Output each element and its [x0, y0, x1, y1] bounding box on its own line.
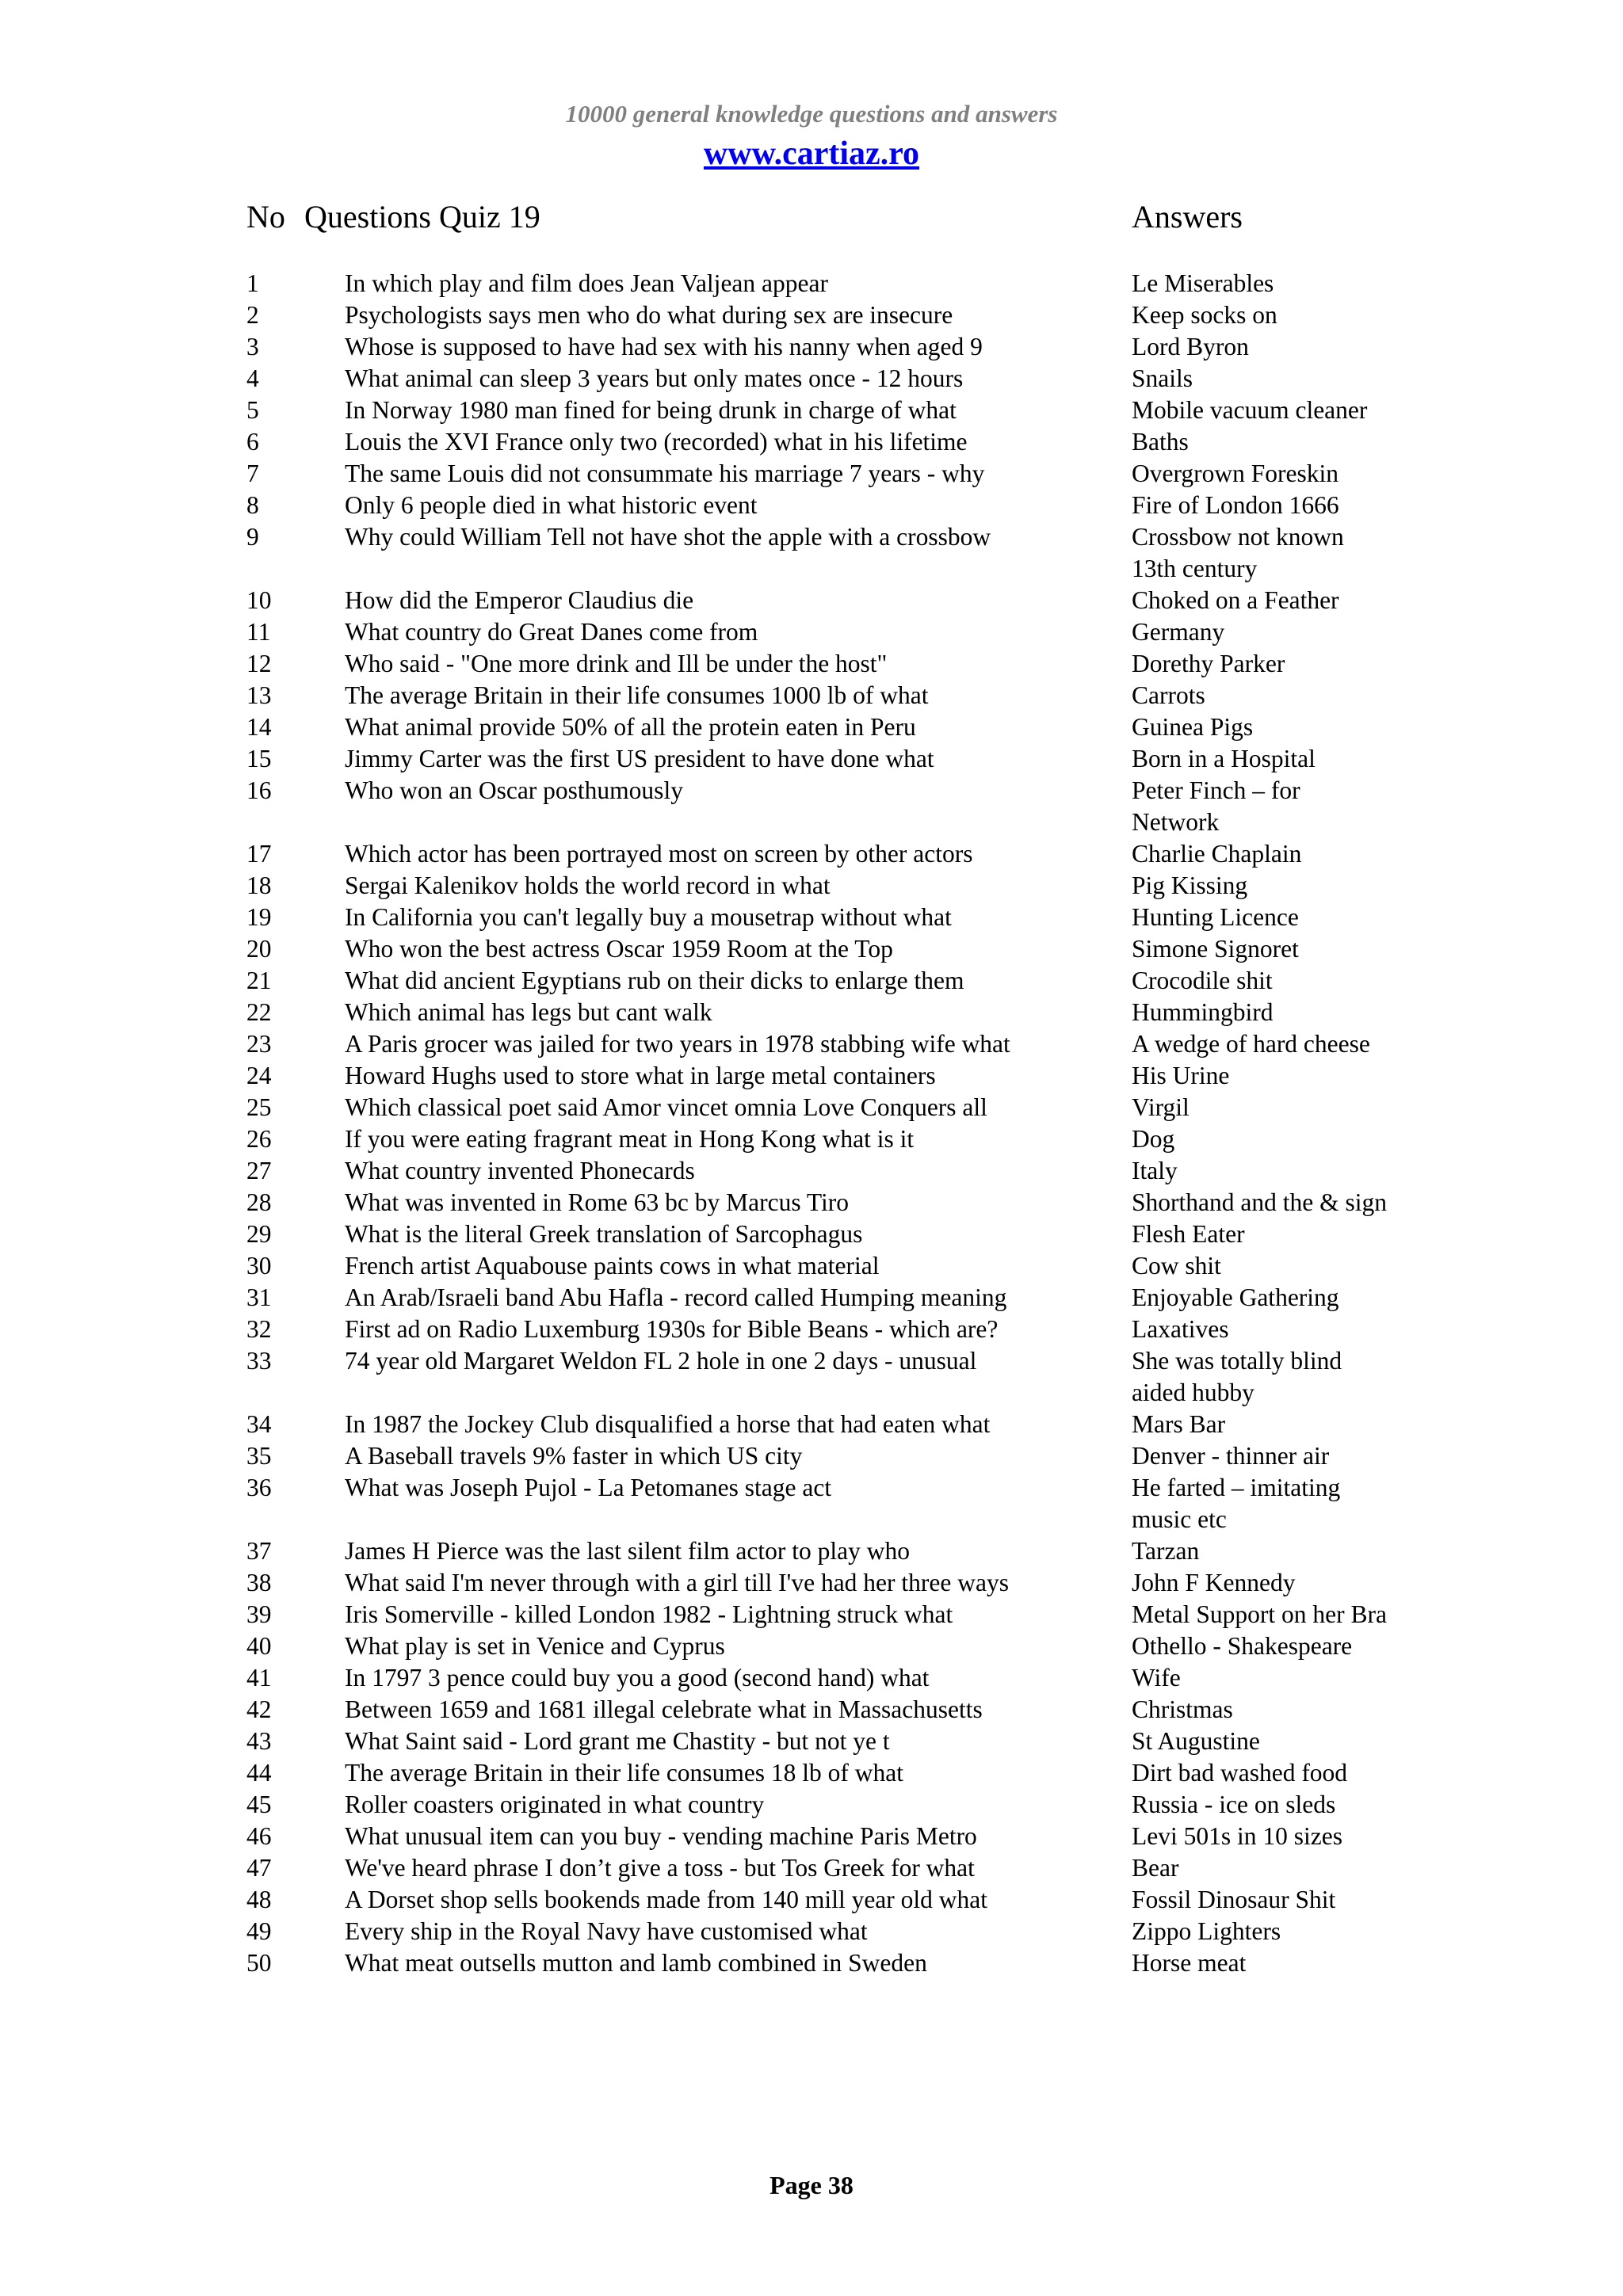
question-number: 34	[246, 1410, 272, 1438]
quiz-row	[0, 775, 1623, 838]
answer-text: Hunting Licence	[1132, 903, 1299, 931]
question-text: James H Pierce was the last silent film actor to play who	[345, 1537, 910, 1565]
answer-text: Fossil Dinosaur Shit	[1132, 1886, 1336, 1913]
question-number: 26	[246, 1125, 272, 1153]
question-number: 4	[246, 364, 259, 392]
quiz-row	[0, 299, 1623, 331]
quiz-row	[0, 1694, 1623, 1726]
question-number: 31	[246, 1283, 272, 1311]
question-number: 17	[246, 840, 272, 868]
question-text: If you were eating fragrant meat in Hong Kong what is it	[345, 1125, 915, 1153]
question-number: 1	[246, 269, 259, 297]
question-text: What is the literal Greek translation of Sarcophagus	[345, 1220, 863, 1248]
question-number: 19	[246, 903, 272, 931]
quiz-row	[0, 1884, 1623, 1916]
quiz-row	[0, 1821, 1623, 1852]
answer-text: Dog	[1132, 1125, 1175, 1153]
question-number: 40	[246, 1632, 272, 1660]
question-text: Who won an Oscar posthumously	[345, 776, 683, 804]
question-text: Which animal has legs but cant walk	[345, 998, 712, 1026]
answer-text: Zippo Lighters	[1132, 1917, 1281, 1945]
quiz-row	[0, 426, 1623, 458]
question-text: An Arab/Israeli band Abu Hafla - record called Humping meaning	[345, 1283, 1007, 1311]
question-number: 21	[246, 967, 272, 994]
quiz-row	[0, 1123, 1623, 1155]
question-number: 36	[246, 1474, 272, 1501]
answer-text: Cow shit	[1132, 1252, 1221, 1280]
question-text: Jimmy Carter was the first US president to have done what	[345, 745, 934, 772]
question-number: 30	[246, 1252, 272, 1280]
answer-text: Metal Support on her Bra	[1132, 1600, 1387, 1628]
question-text: In which play and film does Jean Valjean appear	[345, 269, 828, 297]
question-text: Whose is supposed to have had sex with his nanny when aged 9	[345, 333, 983, 360]
quiz-row	[0, 1314, 1623, 1345]
answer-text: Crocodile shit	[1132, 967, 1273, 994]
answer-text: Enjoyable Gathering	[1132, 1283, 1339, 1311]
answer-text: He farted – imitating music etc	[1132, 1474, 1341, 1533]
question-text: Every ship in the Royal Navy have customised what	[345, 1917, 868, 1945]
quiz-row	[0, 1662, 1623, 1694]
question-number: 46	[246, 1822, 272, 1850]
answer-text: Levi 501s in 10 sizes	[1132, 1822, 1342, 1850]
question-text: What meat outsells mutton and lamb combined in Sweden	[345, 1949, 927, 1977]
quiz-row	[0, 585, 1623, 616]
quiz-row	[0, 1250, 1623, 1282]
quiz-row	[0, 1187, 1623, 1219]
question-number: 29	[246, 1220, 272, 1248]
question-number: 2	[246, 301, 259, 329]
question-text: What animal can sleep 3 years but only mates once - 12 hours	[345, 364, 964, 392]
answer-text: John F Kennedy	[1132, 1569, 1296, 1596]
question-number: 11	[246, 618, 271, 646]
quiz-row	[0, 838, 1623, 870]
question-text: Roller coasters originated in what country	[345, 1791, 765, 1818]
question-text: What was invented in Rome 63 bc by Marcus Tiro	[345, 1188, 850, 1216]
website-link[interactable]: www.cartiaz.ro	[703, 135, 920, 172]
question-text: What play is set in Venice and Cyprus	[345, 1632, 725, 1660]
question-text: In California you can't legally buy a mousetrap without what	[345, 903, 952, 931]
question-number: 13	[246, 681, 272, 709]
quiz-row	[0, 1440, 1623, 1472]
quiz-row	[0, 1789, 1623, 1821]
question-text: A Baseball travels 9% faster in which US city	[345, 1442, 803, 1470]
question-number: 18	[246, 871, 272, 899]
question-number: 5	[246, 396, 259, 424]
quiz-row	[0, 1028, 1623, 1060]
column-header-no: No	[246, 199, 285, 235]
question-number: 49	[246, 1917, 272, 1945]
answer-text: Guinea Pigs	[1132, 713, 1254, 741]
quiz-row	[0, 395, 1623, 426]
question-number: 47	[246, 1854, 272, 1882]
quiz-row	[0, 965, 1623, 997]
question-text: The average Britain in their life consumes 1000 lb of what	[345, 681, 929, 709]
quiz-row	[0, 997, 1623, 1028]
question-text: We've heard phrase I don’t give a toss - but Tos Greek for what	[345, 1854, 975, 1882]
question-number: 6	[246, 428, 259, 456]
quiz-row	[0, 1757, 1623, 1789]
question-number: 35	[246, 1442, 272, 1470]
answer-text: Denver - thinner air	[1132, 1442, 1330, 1470]
quiz-row	[0, 331, 1623, 363]
question-number: 45	[246, 1791, 272, 1818]
answer-text: Shorthand and the & sign	[1132, 1188, 1387, 1216]
question-number: 3	[246, 333, 259, 360]
question-text: What Saint said - Lord grant me Chastity - but not ye t	[345, 1727, 890, 1755]
answer-text: Germany	[1132, 618, 1225, 646]
question-number: 8	[246, 491, 259, 519]
quiz-row	[0, 902, 1623, 933]
answer-text: Wife	[1132, 1664, 1181, 1691]
answer-text: Le Miserables	[1132, 269, 1274, 297]
page-number: Page 38	[769, 2171, 854, 2199]
question-text: 74 year old Margaret Weldon FL 2 hole in one 2 days - unusual	[345, 1347, 977, 1375]
answer-text: Mars Bar	[1132, 1410, 1226, 1438]
answer-text: Tarzan	[1132, 1537, 1200, 1565]
question-text: In 1987 the Jockey Club disqualified a horse that had eaten what	[345, 1410, 991, 1438]
question-text: French artist Aquabouse paints cows in what material	[345, 1252, 880, 1280]
question-number: 27	[246, 1157, 272, 1184]
answer-text: Lord Byron	[1132, 333, 1249, 360]
answer-text: Overgrown Foreskin	[1132, 460, 1339, 487]
quiz-row	[0, 933, 1623, 965]
question-number: 44	[246, 1759, 272, 1787]
quiz-row	[0, 1282, 1623, 1314]
question-number: 24	[246, 1062, 272, 1089]
quiz-row	[0, 1630, 1623, 1662]
answer-text: Christmas	[1132, 1695, 1233, 1723]
question-number: 15	[246, 745, 272, 772]
quiz-row	[0, 1092, 1623, 1123]
question-text: Why could William Tell not have shot the apple with a crossbow	[345, 523, 991, 551]
question-number: 10	[246, 586, 272, 614]
question-text: What did ancient Egyptians rub on their dicks to enlarge them	[345, 967, 964, 994]
question-text: Iris Somerville - killed London 1982 - Lightning struck what	[345, 1600, 953, 1628]
question-number: 14	[246, 713, 272, 741]
question-number: 28	[246, 1188, 272, 1216]
question-number: 12	[246, 650, 272, 677]
question-number: 38	[246, 1569, 272, 1596]
answer-text: Baths	[1132, 428, 1189, 456]
answer-text: Bear	[1132, 1854, 1179, 1882]
answer-text: Hummingbird	[1132, 998, 1274, 1026]
question-number: 50	[246, 1949, 272, 1977]
quiz-row	[0, 521, 1623, 585]
quiz-row	[0, 1409, 1623, 1440]
answer-text: Virgil	[1132, 1093, 1190, 1121]
question-text: In 1797 3 pence could buy you a good (second hand) what	[345, 1664, 930, 1691]
question-number: 25	[246, 1093, 272, 1121]
answer-text: Dirt bad washed food	[1132, 1759, 1348, 1787]
quiz-row	[0, 1726, 1623, 1757]
question-text: Which classical poet said Amor vincet omnia Love Conquers all	[345, 1093, 987, 1121]
quiz-row	[0, 1599, 1623, 1630]
question-text: What unusual item can you buy - vending machine Paris Metro	[345, 1822, 977, 1850]
question-number: 37	[246, 1537, 272, 1565]
quiz-row	[0, 648, 1623, 680]
question-number: 42	[246, 1695, 272, 1723]
quiz-row	[0, 490, 1623, 521]
quiz-row	[0, 743, 1623, 775]
question-number: 23	[246, 1030, 272, 1058]
answer-text: Born in a Hospital	[1132, 745, 1316, 772]
question-text: How did the Emperor Claudius die	[345, 586, 694, 614]
question-number: 32	[246, 1315, 272, 1343]
quiz-row	[0, 1472, 1623, 1535]
question-number: 9	[246, 523, 259, 551]
question-text: Between 1659 and 1681 illegal celebrate what in Massachusetts	[345, 1695, 983, 1723]
quiz-row	[0, 1345, 1623, 1409]
question-text: What was Joseph Pujol - La Petomanes stage act	[345, 1474, 832, 1501]
question-text: Howard Hughs used to store what in large metal containers	[345, 1062, 936, 1089]
answer-text: St Augustine	[1132, 1727, 1260, 1755]
quiz-row	[0, 1852, 1623, 1884]
answer-text: Horse meat	[1132, 1949, 1247, 1977]
answer-text: Keep socks on	[1132, 301, 1277, 329]
quiz-row	[0, 363, 1623, 395]
answer-text: Snails	[1132, 364, 1193, 392]
question-number: 16	[246, 776, 272, 804]
quiz-row	[0, 1219, 1623, 1250]
answer-text: Charlie Chaplain	[1132, 840, 1302, 868]
question-text: What country invented Phonecards	[345, 1157, 695, 1184]
answer-text: Othello - Shakespeare	[1132, 1632, 1353, 1660]
answer-text: Flesh Eater	[1132, 1220, 1245, 1248]
answer-text: Choked on a Feather	[1132, 586, 1339, 614]
question-text: What country do Great Danes come from	[345, 618, 758, 646]
quiz-row	[0, 680, 1623, 711]
answer-text: Dorethy Parker	[1132, 650, 1285, 677]
question-number: 20	[246, 935, 272, 963]
answer-text: His Urine	[1132, 1062, 1230, 1089]
question-text: What animal provide 50% of all the protein eaten in Peru	[345, 713, 916, 741]
column-header-questions: Questions Quiz 19	[304, 199, 540, 235]
quiz-row	[0, 1567, 1623, 1599]
question-text: In Norway 1980 man fined for being drunk in charge of what	[345, 396, 957, 424]
question-number: 33	[246, 1347, 272, 1375]
question-text: Sergai Kalenikov holds the world record in what	[345, 871, 831, 899]
question-text: A Paris grocer was jailed for two years in 1978 stabbing wife what	[345, 1030, 1010, 1058]
quiz-row	[0, 1947, 1623, 1979]
question-text: Who won the best actress Oscar 1959 Room at the Top	[345, 935, 893, 963]
answer-text: Crossbow not known 13th century	[1132, 523, 1344, 582]
question-text: A Dorset shop sells bookends made from 140 mill year old what	[345, 1886, 988, 1913]
answer-text: Mobile vacuum cleaner	[1132, 396, 1368, 424]
question-number: 48	[246, 1886, 272, 1913]
question-text: Which actor has been portrayed most on screen by other actors	[345, 840, 973, 868]
question-text: Who said - "One more drink and Ill be under the host"	[345, 650, 888, 677]
question-number: 43	[246, 1727, 272, 1755]
quiz-row	[0, 458, 1623, 490]
question-text: Only 6 people died in what historic event	[345, 491, 758, 519]
answer-text: She was totally blind aided hubby	[1132, 1347, 1342, 1406]
quiz-row	[0, 870, 1623, 902]
column-header-answers: Answers	[1132, 199, 1243, 235]
question-text: First ad on Radio Luxemburg 1930s for Bible Beans - which are?	[345, 1315, 999, 1343]
answer-text: Laxatives	[1132, 1315, 1229, 1343]
answer-text: Simone Signoret	[1132, 935, 1299, 963]
document-subtitle: 10000 general knowledge questions and answers	[565, 100, 1058, 128]
question-number: 39	[246, 1600, 272, 1628]
question-text: Psychologists says men who do what during sex are insecure	[345, 301, 953, 329]
answer-text: Russia - ice on sleds	[1132, 1791, 1336, 1818]
answer-text: Pig Kissing	[1132, 871, 1248, 899]
answer-text: Peter Finch – for Network	[1132, 776, 1300, 836]
answer-text: A wedge of hard cheese	[1132, 1030, 1370, 1058]
quiz-row	[0, 1060, 1623, 1092]
quiz-row	[0, 711, 1623, 743]
quiz-row	[0, 268, 1623, 299]
question-number: 22	[246, 998, 272, 1026]
quiz-row	[0, 1155, 1623, 1187]
question-text: What said I'm never through with a girl till I've had her three ways	[345, 1569, 1009, 1596]
answer-text: Italy	[1132, 1157, 1178, 1184]
quiz-row	[0, 1535, 1623, 1567]
quiz-table	[0, 268, 1623, 1979]
answer-text: Fire of London 1666	[1132, 491, 1339, 519]
quiz-row	[0, 616, 1623, 648]
quiz-row	[0, 1916, 1623, 1947]
question-text: Louis the XVI France only two (recorded) what in his lifetime	[345, 428, 968, 456]
question-number: 41	[246, 1664, 272, 1691]
answer-text: Carrots	[1132, 681, 1205, 709]
question-number: 7	[246, 460, 259, 487]
question-text: The average Britain in their life consumes 18 lb of what	[345, 1759, 904, 1787]
question-text: The same Louis did not consummate his marriage 7 years - why	[345, 460, 985, 487]
